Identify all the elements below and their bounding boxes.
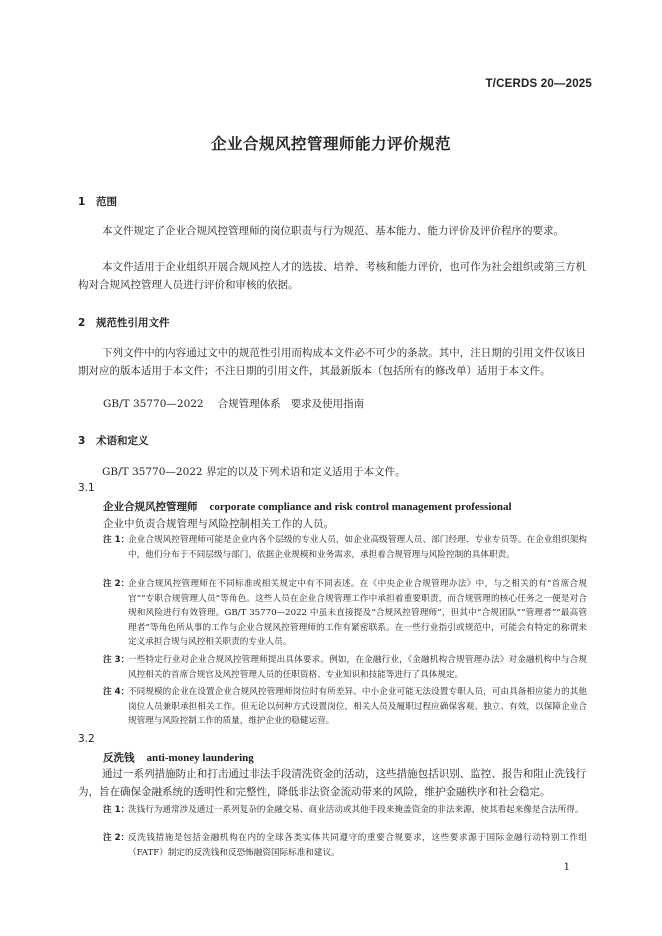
- section-number: 3: [78, 435, 86, 447]
- normative-reference: [103, 396, 364, 411]
- note-text: 洗钱行为通常涉及通过一系列复杂的金融交易、商业活动或其他手段来掩盖资金的非法来源，使其看起来像是合法所得。: [128, 805, 584, 815]
- note-text: 企业合规风控管理师可能是企业内各个层级的专业人员，如企业高级管理人员、部门经理、专业专员等。在企业组织架构中，他们分布于不同层级与部门，依据企业规模和业务需求，承担着合规管理与风险控制的具体职责。: [128, 535, 587, 560]
- reference-subtitle: 要求及使用指南: [290, 398, 365, 410]
- note-label: 注 3：: [103, 655, 130, 665]
- section-1-paragraph-1: [78, 223, 586, 241]
- term-note: [103, 577, 587, 650]
- note-label: 注 4：: [103, 687, 130, 697]
- paragraph-text: 本文件规定了企业合规风控管理师的岗位职责与行为规范、基本能力、能力评价及评价程序的要求。: [102, 225, 564, 237]
- term-heading: [103, 499, 512, 514]
- section-1-paragraph-2: [78, 259, 586, 294]
- note-label: 注 2：: [103, 579, 130, 589]
- term-note: [103, 803, 587, 818]
- definition-text: 通过一系列措施防止和打击通过非法手段清洗资金的活动，这些措施包括识别、监控、报告和阻止洗钱行为，旨在确保金融系统的透明性和完整性，降低非法资金流动带来的风险，维护金融秩序和社会稳定。: [78, 768, 586, 798]
- paragraph-text: GB/T 35770—2022 界定的以及下列术语和定义适用于本文件。: [102, 466, 406, 478]
- term-heading: [103, 750, 254, 765]
- reference-code: GB/T 35770—2022: [103, 398, 204, 410]
- term-chinese: 反洗钱: [103, 752, 135, 764]
- section-3-heading: [78, 433, 149, 448]
- note-text: 反洗钱措施是包括金融机构在内的全球各类实体共同遵守的重要合规要求，这些要求源于国际金融行动特别工作组（FATF）制定的反洗钱和反恐怖融资国际标准和建议。: [128, 833, 587, 858]
- term-note: [103, 533, 587, 562]
- term-note: [103, 685, 587, 729]
- paragraph-text: 本文件适用于企业组织开展合规风控人才的选拔、培养、考核和能力评价，也可作为社会组织或第三方机构对合规风控管理人员进行评价和审核的依据。: [78, 261, 586, 291]
- term-english: anti-money laundering: [146, 752, 254, 764]
- note-label: 注 1：: [103, 535, 130, 545]
- section-title: 术语和定义: [96, 435, 149, 447]
- term-number: 3.1: [78, 482, 95, 494]
- section-2-paragraph-1: [78, 345, 586, 380]
- section-3-paragraph-1: [78, 464, 586, 482]
- page-number: 1: [563, 862, 570, 873]
- note-label: 注 1：: [103, 805, 130, 815]
- term-note: [103, 831, 587, 860]
- paragraph-text: 下列文件中的内容通过文中的规范性引用而构成本文件必不可少的条款。其中，注日期的引用文件仅该日期对应的版本适用于本文件；不注日期的引用文件，其最新版本（包括所有的修改单）适用于本文件。: [78, 347, 586, 377]
- term-definition: [78, 766, 586, 801]
- term-definition: 企业中负责合规管理与风险控制相关工作的人员。: [103, 518, 334, 530]
- note-text: 一些特定行业对企业合规风控管理师提出具体要求。例如，在金融行业，《金融机构合规管理办法》对金融机构中与合规风控相关的首席合规官及风控管理人员的任职资格、专业知识和技能等进行了具体规定。: [128, 655, 587, 680]
- standard-code: T/CERDS 20—2025: [485, 78, 592, 90]
- section-number: 2: [78, 317, 86, 329]
- term-number: 3.2: [78, 733, 95, 745]
- section-number: 1: [78, 196, 86, 208]
- term-english: corporate compliance and risk control management professional: [209, 501, 512, 513]
- term-chinese: 企业合规风控管理师: [103, 501, 198, 513]
- note-text: 企业合规风控管理师在不同标准或相关规定中有不同表述。在《中央企业合规管理办法》中，与之相关的有“首席合规官”“专职合规管理人员”等角色。这些人员在企业合规管理工作中承担着重要职责，而合规管理的核心任务之一便是对合规和风险进行有效管理。GB/T 35770—2022 中虽未直接提及“合规风控管理师”，但其中“合规团队”“管理者”“最高管理者”等角色所从事的工作与企业合规风控管理师的工作有紧密联系。在一些行业指引或规范中，可能会有特定的称谓来定义承担合规与风控相关职责的专业人员。: [128, 579, 587, 647]
- note-label: 注 2：: [103, 833, 130, 843]
- document-title: 企业合规风控管理师能力评价规范: [210, 135, 451, 153]
- reference-title: 合规管理体系: [217, 398, 281, 410]
- term-note: [103, 653, 587, 682]
- section-title: 范围: [96, 196, 117, 208]
- section-1-heading: [78, 194, 117, 209]
- note-text: 不同规模的企业在设置企业合规风控管理师岗位时有所差异。中小企业可能无法设置专职人员，可由具备相应能力的其他岗位人员兼职承担相关工作。但无论以何种方式设置岗位，相关人员及履职过程应确保客观、独立、有效，以保障企业合规管理与风险控制工作的质量，维护企业的稳健运营。: [128, 687, 587, 726]
- section-2-heading: [78, 315, 170, 330]
- section-title: 规范性引用文件: [96, 317, 170, 329]
